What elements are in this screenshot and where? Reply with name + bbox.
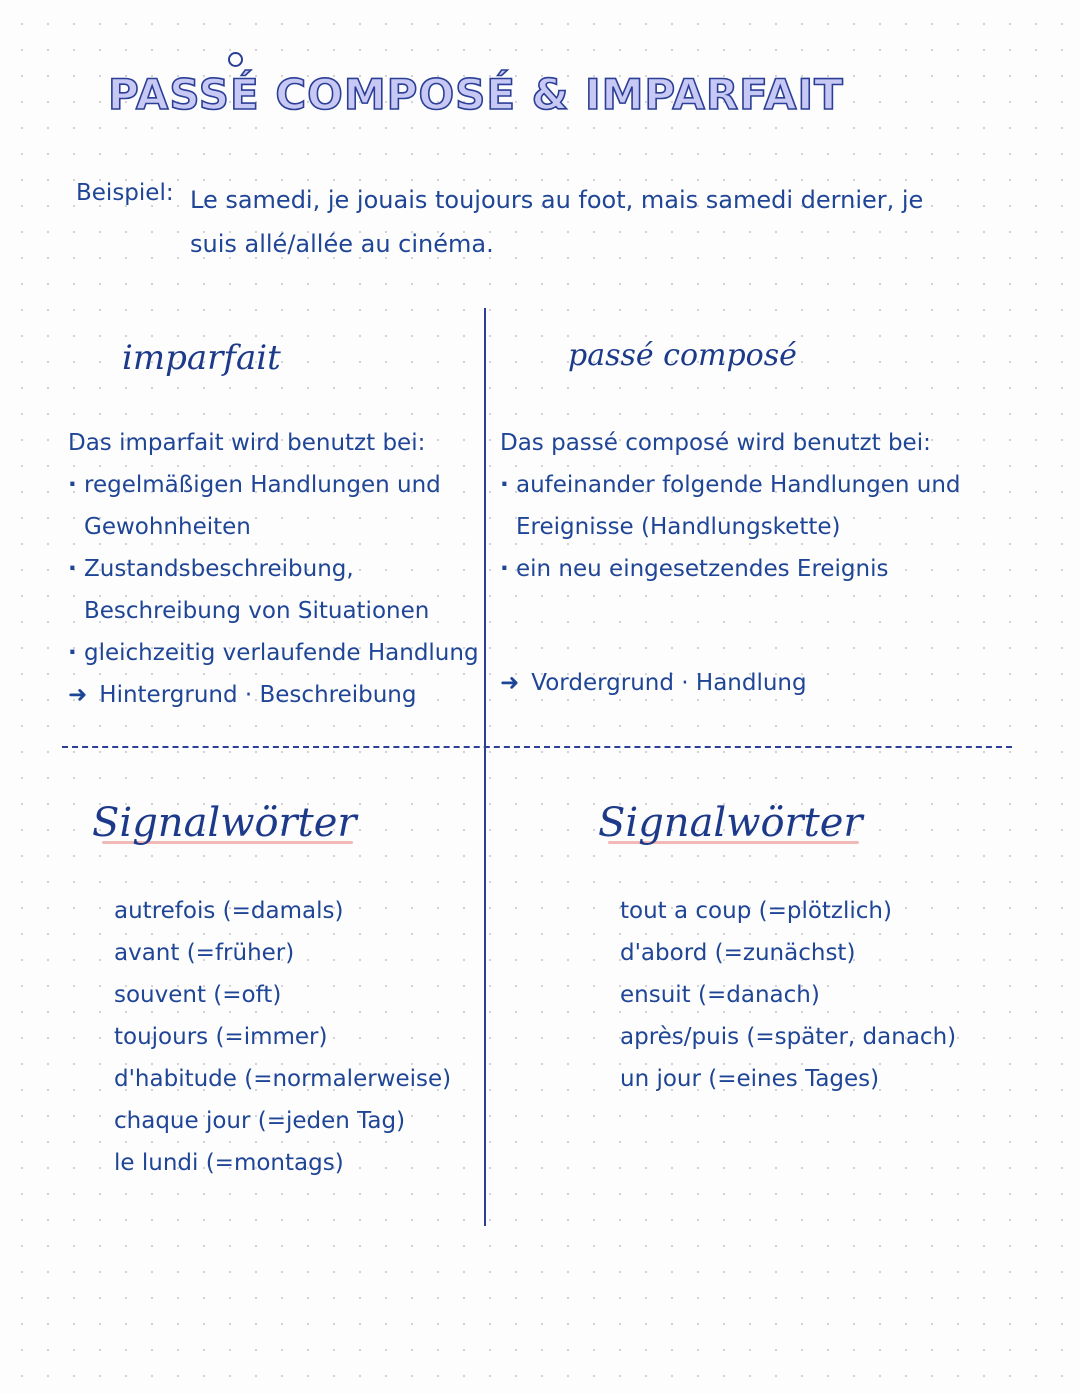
list-item: d'abord (=zunächst): [620, 940, 856, 966]
passe-compose-signal-words-list: [620, 890, 956, 1100]
list-item: · aufeinander folgende Handlungen und Ereignisse (Handlungskette): [500, 464, 1020, 548]
passe-compose-signal-words-heading: Signalwörter: [598, 800, 863, 846]
example-sentence: Le samedi, je jouais toujours au foot, mais samedi dernier, je suis allé/allée au cinéma.: [190, 186, 924, 258]
imparfait-heading: imparfait: [122, 338, 281, 378]
example-label: Beispiel:: [76, 180, 174, 206]
list-item: toujours (=immer): [114, 1024, 328, 1050]
list-item: tout a coup (=plötzlich): [620, 898, 892, 924]
imparfait-signal-words-list: [114, 890, 451, 1184]
imparfait-conclusion: [68, 674, 480, 716]
passe-compose-conclusion: [500, 662, 1020, 704]
list-item: avant (=früher): [114, 940, 295, 966]
list-item: · gleichzeitig verlaufende Handlung: [68, 632, 480, 674]
list-item: un jour (=eines Tages): [620, 1066, 880, 1092]
passe-compose-conclusion-text: Vordergrund · Handlung: [531, 670, 807, 696]
list-item: le lundi (=montags): [114, 1150, 344, 1176]
title-text: PASSÉ COMPOSÉ & IMPARFAIT: [108, 70, 844, 119]
horizontal-dashed-divider: [62, 746, 1012, 748]
list-item: souvent (=oft): [114, 982, 282, 1008]
list-item: ensuit (=danach): [620, 982, 820, 1008]
imparfait-usage-list: [68, 464, 480, 674]
list-item: · Zustandsbeschreibung, Beschreibung von Situationen: [68, 548, 480, 632]
imparfait-intro: Das imparfait wird benutzt bei:: [68, 430, 426, 456]
arrow-right-icon: ➜: [500, 670, 520, 696]
page-title: [108, 70, 908, 119]
list-item: après/puis (=später, danach): [620, 1024, 957, 1050]
imparfait-conclusion-text: Hintergrund · Beschreibung: [99, 682, 417, 708]
passe-compose-usage-section: [500, 422, 1020, 704]
list-item: d'habitude (=normalerweise): [114, 1066, 452, 1092]
imparfait-usage-section: [68, 422, 480, 716]
arrow-right-icon: ➜: [68, 682, 88, 708]
list-item: autrefois (=damals): [114, 898, 344, 924]
list-item: · ein neu eingesetzendes Ereignis: [500, 548, 1020, 590]
vertical-divider: [484, 308, 486, 1226]
list-item: · regelmäßigen Handlungen und Gewohnheiten: [68, 464, 480, 548]
list-item: chaque jour (=jeden Tag): [114, 1108, 406, 1134]
circle-accent-icon: [228, 52, 243, 67]
passe-compose-heading: passé composé: [568, 338, 797, 373]
passe-compose-usage-list: [500, 464, 1020, 590]
passe-compose-intro: Das passé composé wird benutzt bei:: [500, 430, 931, 456]
imparfait-signal-words-heading: Signalwörter: [92, 800, 357, 846]
